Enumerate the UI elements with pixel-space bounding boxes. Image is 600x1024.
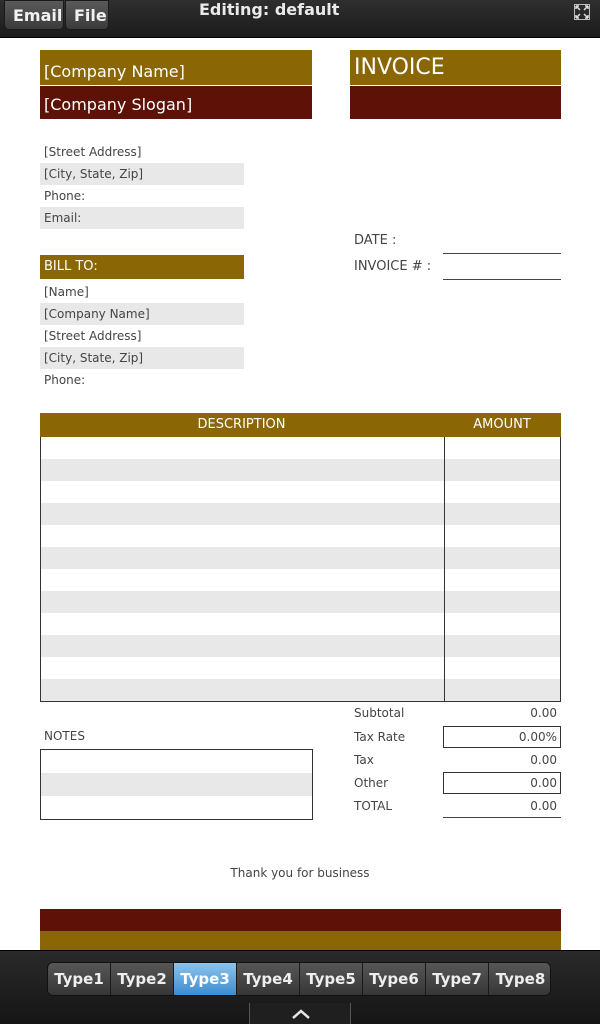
subtotal-label: Subtotal [354,706,405,720]
invoice-number-label: INVOICE # : [354,259,432,274]
bill-to-company[interactable]: [Company Name] [40,303,244,325]
date-field[interactable] [443,231,561,254]
type3-button[interactable]: Type3 [174,963,237,995]
company-name[interactable]: [Company Name] [40,50,312,85]
column-divider [444,437,445,702]
amount-column-header: AMOUNT [473,417,531,432]
date-label: DATE : [354,233,397,248]
bottom-toolbar [0,950,600,1024]
table-row[interactable] [41,657,560,679]
invoice-title-band [350,86,561,119]
table-row[interactable] [41,591,560,613]
items-table-header [40,413,561,437]
total-underline [443,795,561,818]
tax-rate-value[interactable]: 0.00% [518,730,557,744]
total-label: TOTAL [354,799,393,813]
tax-value: 0.00 [530,753,557,767]
invoice-number-field[interactable] [443,257,561,280]
subtotal-value: 0.00 [530,706,557,720]
notes-label: NOTES [44,729,85,743]
type8-button[interactable]: Type8 [489,963,551,995]
top-toolbar [0,0,600,38]
sender-street[interactable]: [Street Address] [44,145,142,159]
type5-button[interactable]: Type5 [300,963,363,995]
type7-button[interactable]: Type7 [426,963,489,995]
notes-row[interactable] [41,796,312,819]
other-value[interactable]: 0.00 [530,776,557,790]
expand-handle[interactable] [249,1003,351,1024]
table-row[interactable] [41,635,560,657]
sender-email[interactable]: Email: [40,207,244,229]
type4-button[interactable]: Type4 [237,963,300,995]
table-row[interactable] [41,481,560,503]
bill-to-street[interactable]: [Street Address] [44,329,142,343]
company-slogan[interactable]: [Company Slogan] [40,86,312,119]
bill-to-heading: BILL TO: [40,255,244,279]
bill-to-name[interactable]: [Name] [44,285,89,299]
tax-label: Tax [354,753,374,767]
footer-band-gold [40,931,561,950]
notes-row[interactable] [41,750,312,773]
invoice-title: INVOICE [350,50,561,85]
type1-button[interactable]: Type1 [48,963,111,995]
editing-title: Editing: default [199,0,340,19]
bill-to-phone[interactable]: Phone: [44,373,86,387]
type6-button[interactable]: Type6 [363,963,426,995]
sender-city[interactable]: [City, State, Zip] [40,163,244,185]
table-row[interactable] [41,613,560,635]
tax-rate-label: Tax Rate [354,730,406,744]
description-column-header: DESCRIPTION [197,417,286,432]
other-label: Other [354,776,389,790]
email-button[interactable]: Email [4,0,64,30]
bill-to-city[interactable]: [City, State, Zip] [40,347,244,369]
table-row[interactable] [41,679,560,701]
items-table-body[interactable] [40,437,561,702]
table-row[interactable] [41,503,560,525]
type-selector [47,962,551,996]
chevron-up-icon [291,1008,311,1020]
sender-phone[interactable]: Phone: [44,189,86,203]
notes-box[interactable] [40,749,313,820]
table-row[interactable] [41,437,560,459]
table-row[interactable] [41,525,560,547]
table-row[interactable] [41,459,560,481]
fullscreen-icon[interactable] [574,4,590,20]
file-button[interactable]: File [65,0,109,30]
thank-you-text[interactable]: Thank you for business [230,866,370,880]
total-value: 0.00 [530,799,557,813]
type2-button[interactable]: Type2 [111,963,174,995]
footer-band-maroon [40,909,561,931]
notes-row[interactable] [41,773,312,796]
table-row[interactable] [41,547,560,569]
table-row[interactable] [41,569,560,591]
